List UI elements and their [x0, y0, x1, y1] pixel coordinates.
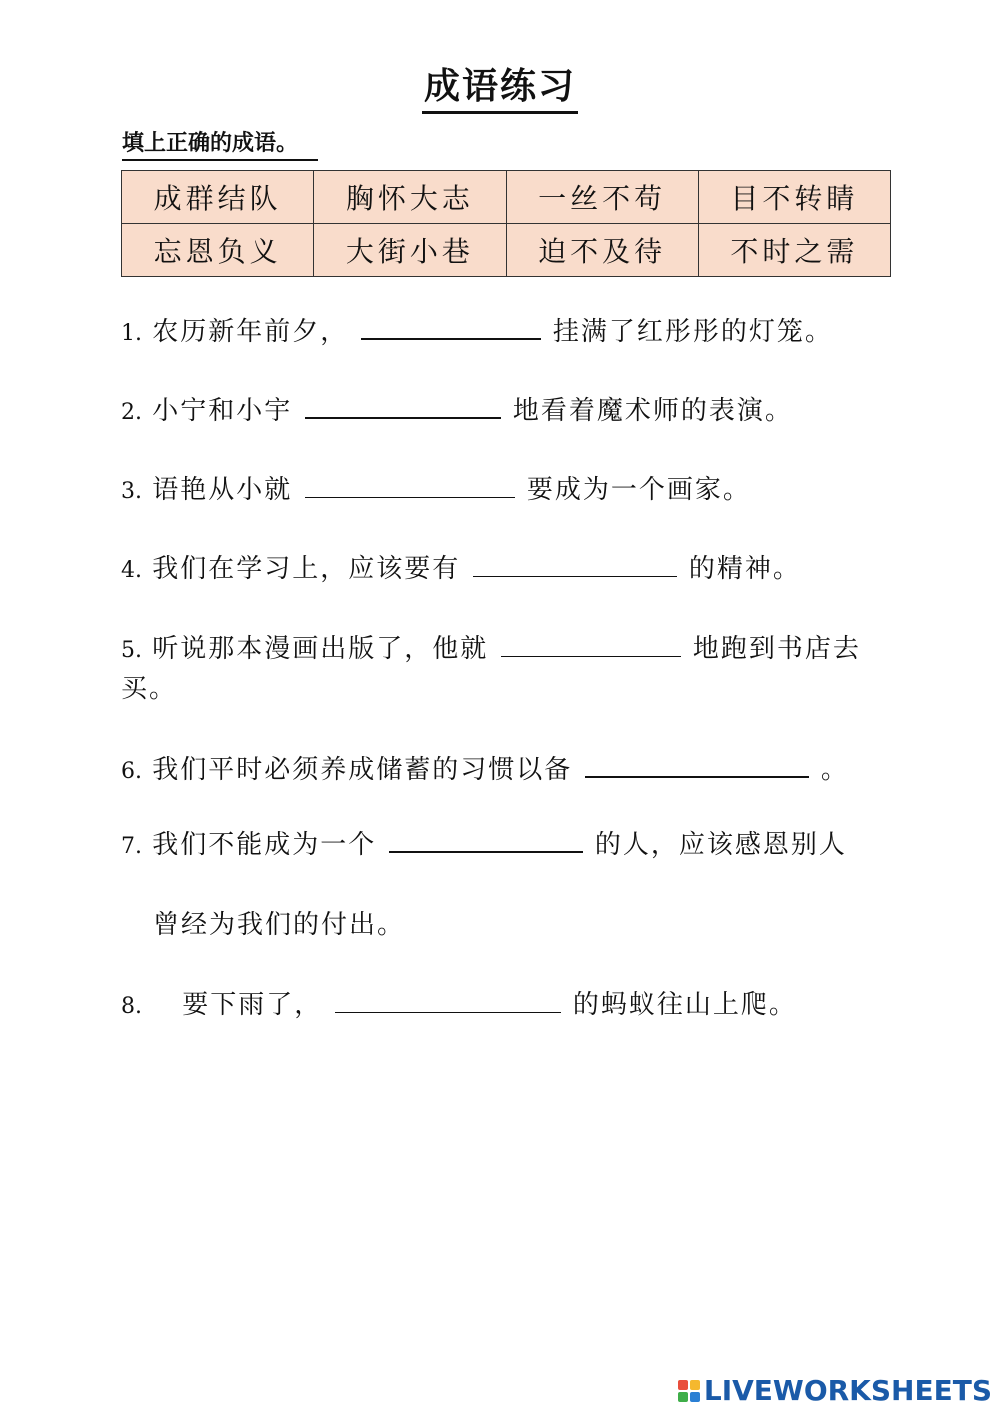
answer-blank-6[interactable] [585, 754, 809, 778]
question-number: 3. [121, 479, 142, 504]
question-number: 5. [121, 638, 142, 663]
question-text-after: 地跑到书店去买。 [121, 634, 861, 704]
question-text-before: 要下雨了， [182, 990, 323, 1020]
logo-square [690, 1380, 700, 1390]
question-text-before: 我们在学习上，应该要有 [152, 554, 461, 584]
word-bank-table [121, 170, 891, 277]
question-text-before: 听说那本漫画出版了，他就 [152, 634, 489, 664]
word-bank-row [122, 224, 891, 277]
question-number: 6. [121, 759, 142, 784]
answer-blank-5[interactable] [501, 634, 681, 657]
question-6 [121, 751, 901, 791]
brand-name: LIVEWORKSHEETS [703, 1374, 992, 1407]
question-text-before: 我们平时必须养成储蓄的习惯以备 [152, 755, 573, 785]
answer-blank-4[interactable] [473, 554, 677, 577]
word-bank-cell: 迫不及待 [506, 224, 698, 277]
answer-blank-3[interactable] [305, 475, 515, 498]
question-text-after: 挂满了红彤彤的灯笼。 [552, 317, 833, 347]
word-bank-cell: 不时之需 [698, 224, 890, 277]
word-bank-cell: 目不转睛 [698, 171, 890, 224]
logo-square [678, 1380, 688, 1390]
answer-blank-2[interactable] [305, 395, 501, 419]
liveworksheets-logo [678, 1374, 992, 1407]
word-bank-cell: 一丝不苟 [506, 171, 698, 224]
question-text-after: 要成为一个画家。 [526, 475, 751, 505]
answer-blank-7[interactable] [389, 829, 583, 853]
question-number: 2. [121, 400, 142, 425]
question-text-after: 的蚂蚁往山上爬。 [572, 990, 797, 1020]
question-number: 8. [121, 994, 142, 1019]
question-text-after: 。 [820, 755, 849, 785]
question-text-before: 我们不能成为一个 [152, 830, 377, 860]
word-bank-cell: 大街小巷 [314, 224, 506, 277]
question-1 [121, 313, 901, 353]
question-text-before: 小宁和小宇 [152, 396, 293, 426]
question-2 [121, 392, 901, 432]
answer-blank-8[interactable] [335, 990, 561, 1013]
instruction: 填上正确的成语。 [122, 126, 318, 161]
question-text-before: 农历新年前夕， [152, 317, 349, 347]
question-number: 1. [121, 321, 142, 346]
word-bank-cell: 胸怀大志 [314, 171, 506, 224]
question-text-after: 地看着魔术师的表演。 [512, 396, 793, 426]
word-bank-cell: 成群结队 [122, 171, 314, 224]
question-5 [121, 630, 901, 708]
logo-square [690, 1392, 700, 1402]
word-bank-cell: 忘恩负义 [122, 224, 314, 277]
question-text-after: 的精神。 [688, 554, 801, 584]
question-4 [121, 550, 901, 590]
question-7-line2: 曾经为我们的付出。 [153, 910, 406, 940]
word-bank-row [122, 171, 891, 224]
question-3 [121, 471, 901, 511]
logo-mark-icon [678, 1380, 700, 1402]
question-text-after: 的人，应该感恩别人 [594, 830, 847, 860]
worksheet-title: 成语练习 [422, 58, 578, 114]
answer-blank-1[interactable] [361, 316, 541, 340]
worksheet-title-wrap [0, 58, 1000, 114]
question-8 [121, 986, 901, 1026]
question-number: 7. [121, 834, 142, 859]
logo-square [678, 1392, 688, 1402]
question-number: 4. [121, 558, 142, 583]
question-7 [121, 826, 901, 866]
question-text-before: 语艳从小就 [152, 475, 293, 505]
